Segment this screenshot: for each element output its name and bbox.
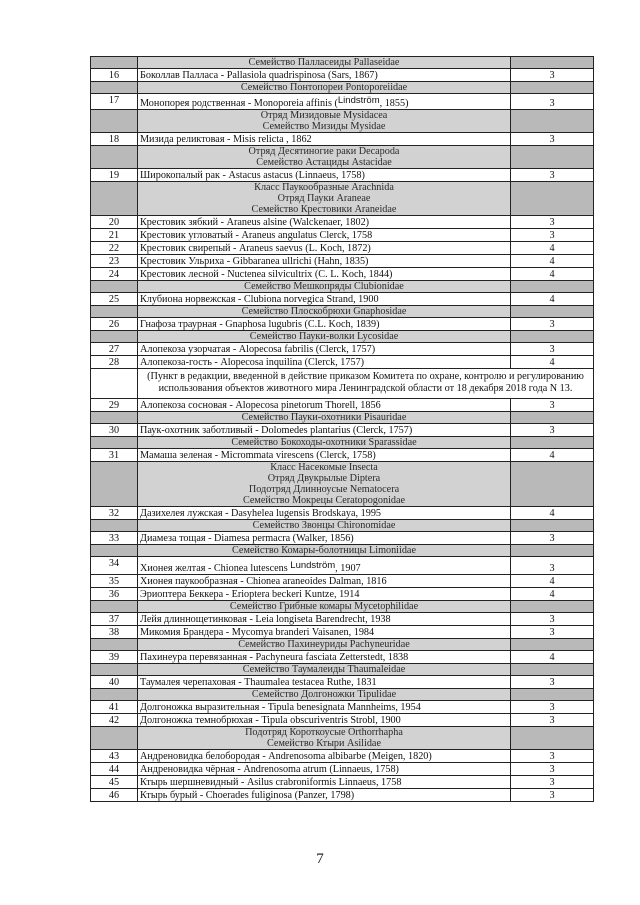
taxon-header-cell bbox=[138, 182, 511, 216]
taxon-header-cell bbox=[138, 146, 511, 169]
taxon-header-number-cell bbox=[91, 331, 138, 343]
species-number: 38 bbox=[91, 626, 138, 639]
taxon-header-number-cell bbox=[91, 182, 138, 216]
taxon-header-number-cell bbox=[91, 664, 138, 676]
species-name: Микомия Брандера - Mycomya branderi Vaisanen, 1984 bbox=[138, 626, 511, 639]
taxon-header-line: Семейство Крестовики Araneidae bbox=[251, 204, 397, 215]
species-row bbox=[91, 676, 594, 689]
taxon-header-line: Семейство Грибные комары Mycetophilidae bbox=[229, 601, 419, 612]
rarity-category: 4 bbox=[511, 651, 594, 664]
taxon-header-line: Семейство Звонцы Chironomidae bbox=[252, 520, 396, 531]
species-number: 46 bbox=[91, 789, 138, 802]
taxon-header-line: Класс Паукообразные Arachnida bbox=[254, 182, 394, 193]
taxon-header-number-cell bbox=[91, 689, 138, 701]
rarity-category: 3 bbox=[511, 714, 594, 727]
taxon-header-category-cell bbox=[511, 306, 594, 318]
species-number: 36 bbox=[91, 588, 138, 601]
taxon-header-number-cell bbox=[91, 437, 138, 449]
rarity-category: 4 bbox=[511, 507, 594, 520]
taxon-header-number-cell bbox=[91, 57, 138, 69]
species-row bbox=[91, 449, 594, 462]
taxon-header-number-cell bbox=[91, 82, 138, 94]
taxon-header-category-cell bbox=[511, 57, 594, 69]
species-year: , 1907 bbox=[335, 563, 361, 574]
species-number: 28 bbox=[91, 356, 138, 369]
species-number: 23 bbox=[91, 255, 138, 268]
rarity-category: 4 bbox=[511, 255, 594, 268]
taxon-header-row bbox=[91, 331, 594, 343]
species-name: Таумалея черепаховая - Thaumalea testacea Ruthe, 1831 bbox=[138, 676, 511, 689]
species-number: 31 bbox=[91, 449, 138, 462]
species-row bbox=[91, 763, 594, 776]
rarity-category: 3 bbox=[511, 701, 594, 714]
species-name: Долгоножка темнобрюхая - Tipula obscuriventris Strobl, 1900 bbox=[138, 714, 511, 727]
rarity-category: 3 bbox=[511, 69, 594, 82]
taxon-header-cell bbox=[138, 331, 511, 343]
taxon-header-cell bbox=[138, 57, 511, 69]
species-number: 40 bbox=[91, 676, 138, 689]
taxon-header-cell bbox=[138, 437, 511, 449]
species-row bbox=[91, 424, 594, 437]
rarity-category: 4 bbox=[511, 356, 594, 369]
rarity-category: 4 bbox=[511, 293, 594, 306]
taxon-header-line: Семейство Пауки-волки Lycosidae bbox=[249, 331, 399, 342]
taxon-header-cell bbox=[138, 306, 511, 318]
species-name: Хионея паукообразная - Chionea araneoides Dalman, 1816 bbox=[138, 575, 511, 588]
taxon-header-category-cell bbox=[511, 727, 594, 750]
species-row bbox=[91, 701, 594, 714]
rarity-category: 3 bbox=[511, 229, 594, 242]
species-row bbox=[91, 343, 594, 356]
species-author: Lundström bbox=[290, 560, 336, 571]
species-row bbox=[91, 356, 594, 369]
taxon-header-cell bbox=[138, 462, 511, 507]
rarity-category: 3 bbox=[511, 399, 594, 412]
taxon-header-line: Отряд Двукрылые Diptera bbox=[267, 473, 381, 484]
species-number: 20 bbox=[91, 216, 138, 229]
taxon-header-number-cell bbox=[91, 146, 138, 169]
species-row bbox=[91, 613, 594, 626]
taxon-header-cell bbox=[138, 520, 511, 532]
species-name: Крестовик Ульриха - Gibbaranea ullrichi (Hahn, 1835) bbox=[138, 255, 511, 268]
species-row bbox=[91, 750, 594, 763]
taxon-header-category-cell bbox=[511, 520, 594, 532]
species-number: 26 bbox=[91, 318, 138, 331]
amendment-note: (Пункт в редакции, введенной в действие приказом Комитета по охране, контролю и регулированию использования объектов животного мира Ленинградской области от 18 декабря 2018 года N 13. bbox=[138, 369, 594, 399]
species-name: Лейя длиннощетинковая - Leia longiseta Barendrecht, 1938 bbox=[138, 613, 511, 626]
taxon-header-row bbox=[91, 412, 594, 424]
species-number: 30 bbox=[91, 424, 138, 437]
species-name: Андреновидка чёрная - Andrenosoma atrum (Linnaeus, 1758) bbox=[138, 763, 511, 776]
species-row bbox=[91, 507, 594, 520]
species-number: 27 bbox=[91, 343, 138, 356]
species-name: Алопекоза сосновая - Alopecosa pinetorum Thorell, 1856 bbox=[138, 399, 511, 412]
taxon-header-number-cell bbox=[91, 520, 138, 532]
taxon-header-row bbox=[91, 689, 594, 701]
taxon-header-category-cell bbox=[511, 689, 594, 701]
species-name: Паук-охотник заботливый - Dolomedes plantarius (Clerck, 1757) bbox=[138, 424, 511, 437]
rarity-category: 3 bbox=[511, 133, 594, 146]
rarity-category: 3 bbox=[511, 750, 594, 763]
species-number: 21 bbox=[91, 229, 138, 242]
species-number: 17 bbox=[91, 94, 138, 110]
species-row bbox=[91, 242, 594, 255]
species-row bbox=[91, 532, 594, 545]
note-number-cell bbox=[91, 369, 138, 399]
amendment-note-row bbox=[91, 369, 594, 399]
taxon-header-number-cell bbox=[91, 110, 138, 133]
species-number: 18 bbox=[91, 133, 138, 146]
taxon-header-row bbox=[91, 639, 594, 651]
taxon-header-line: Подотряд Длинноусые Nematocera bbox=[248, 484, 400, 495]
taxon-header-row bbox=[91, 520, 594, 532]
species-row bbox=[91, 557, 594, 575]
taxon-header-number-cell bbox=[91, 281, 138, 293]
taxon-header-category-cell bbox=[511, 146, 594, 169]
species-number: 43 bbox=[91, 750, 138, 763]
taxon-header-cell bbox=[138, 601, 511, 613]
taxon-header-row bbox=[91, 545, 594, 557]
taxon-header-category-cell bbox=[511, 664, 594, 676]
taxon-header-cell bbox=[138, 281, 511, 293]
taxon-header-category-cell bbox=[511, 82, 594, 94]
taxon-header-line: Семейство Ктыри Asilidae bbox=[267, 738, 381, 749]
species-name: Эриоптера Беккера - Erioptera beckeri Kuntze, 1914 bbox=[138, 588, 511, 601]
species-number: 22 bbox=[91, 242, 138, 255]
taxon-header-category-cell bbox=[511, 110, 594, 133]
species-row bbox=[91, 588, 594, 601]
species-row bbox=[91, 216, 594, 229]
species-row bbox=[91, 714, 594, 727]
species-row bbox=[91, 651, 594, 664]
species-row bbox=[91, 169, 594, 182]
taxon-header-line: Семейство Долгоножки Tipulidae bbox=[251, 689, 397, 700]
rarity-category: 3 bbox=[511, 626, 594, 639]
rarity-category: 3 bbox=[511, 169, 594, 182]
species-name: Ктырь шершневидный - Asilus crabroniformis Linnaeus, 1758 bbox=[138, 776, 511, 789]
species-row bbox=[91, 293, 594, 306]
species-number: 42 bbox=[91, 714, 138, 727]
species-number: 34 bbox=[91, 557, 138, 575]
species-name: Мизида реликтовая - Misis relicta , 1862 bbox=[138, 133, 511, 146]
rarity-category: 3 bbox=[511, 789, 594, 802]
species-year: , 1855) bbox=[379, 98, 409, 109]
taxon-header-line: Семейство Плоскобрюхи Gnaphosidae bbox=[241, 306, 407, 317]
taxon-header-line: Семейство Астациды Astacidae bbox=[256, 157, 392, 168]
taxon-header-category-cell bbox=[511, 601, 594, 613]
species-number: 25 bbox=[91, 293, 138, 306]
rarity-category: 4 bbox=[511, 268, 594, 281]
rarity-category: 3 bbox=[511, 557, 594, 575]
species-name: Пахинеура перевязанная - Pachyneura fasciata Zetterstedt, 1838 bbox=[138, 651, 511, 664]
rarity-category: 4 bbox=[511, 449, 594, 462]
taxon-header-line: Подотряд Короткоусые Orthorrhapha bbox=[245, 727, 403, 738]
taxon-header-row bbox=[91, 437, 594, 449]
species-table bbox=[90, 56, 594, 802]
taxon-header-number-cell bbox=[91, 412, 138, 424]
taxon-header-line: Семейство Понтопореи Pontoporeiidae bbox=[240, 82, 408, 93]
taxon-header-line: Семейство Мешкопряды Clubionidae bbox=[244, 281, 404, 292]
species-number: 41 bbox=[91, 701, 138, 714]
rarity-category: 3 bbox=[511, 613, 594, 626]
species-table-body bbox=[91, 57, 594, 802]
species-number: 24 bbox=[91, 268, 138, 281]
taxon-header-number-cell bbox=[91, 545, 138, 557]
page-number: 7 bbox=[316, 851, 324, 867]
taxon-header-row bbox=[91, 601, 594, 613]
species-name bbox=[138, 557, 511, 575]
taxon-header-row bbox=[91, 281, 594, 293]
taxon-header-row bbox=[91, 82, 594, 94]
taxon-header-number-cell bbox=[91, 727, 138, 750]
taxon-header-category-cell bbox=[511, 281, 594, 293]
rarity-category: 4 bbox=[511, 575, 594, 588]
rarity-category: 3 bbox=[511, 94, 594, 110]
species-name-part: Хионея желтая - Chionea lutescens bbox=[140, 563, 291, 574]
species-row bbox=[91, 318, 594, 331]
taxon-header-cell bbox=[138, 639, 511, 651]
species-name: Алопекоза узорчатая - Alopecosa fabrilis (Clerck, 1757) bbox=[138, 343, 511, 356]
species-number: 29 bbox=[91, 399, 138, 412]
taxon-header-cell bbox=[138, 545, 511, 557]
taxon-header-row bbox=[91, 57, 594, 69]
species-number: 16 bbox=[91, 69, 138, 82]
species-name: Диамеза тощая - Diamesa permacra (Walker, 1856) bbox=[138, 532, 511, 545]
taxon-header-row bbox=[91, 727, 594, 750]
species-number: 33 bbox=[91, 532, 138, 545]
species-row bbox=[91, 133, 594, 146]
rarity-category: 3 bbox=[511, 424, 594, 437]
taxon-header-number-cell bbox=[91, 462, 138, 507]
species-name: Крестовик угловатый - Araneus angulatus Clerck, 1758 bbox=[138, 229, 511, 242]
species-name: Алопекоза-гость - Alopecosa inquilina (Clerck, 1757) bbox=[138, 356, 511, 369]
taxon-header-category-cell bbox=[511, 331, 594, 343]
species-name: Андреновидка белобородая - Andrenosoma albibarbe (Meigen, 1820) bbox=[138, 750, 511, 763]
species-name: Долгоножка выразительная - Tipula benesignata Mannheims, 1954 bbox=[138, 701, 511, 714]
taxon-header-category-cell bbox=[511, 182, 594, 216]
rarity-category: 3 bbox=[511, 216, 594, 229]
taxon-header-category-cell bbox=[511, 437, 594, 449]
species-name: Широкопалый рак - Astacus astacus (Linnaeus, 1758) bbox=[138, 169, 511, 182]
species-number: 35 bbox=[91, 575, 138, 588]
taxon-header-line: Отряд Десятиногие раки Decapoda bbox=[248, 146, 400, 157]
rarity-category: 3 bbox=[511, 343, 594, 356]
species-name: Боколлав Палласа - Pallasiola quadrispinosa (Sars, 1867) bbox=[138, 69, 511, 82]
species-row bbox=[91, 69, 594, 82]
taxon-header-line: Семейство Бокоходы-охотники Sparassidae bbox=[231, 437, 417, 448]
species-name: Крестовик лесной - Nuctenea silvicultrix (C. L. Koch, 1844) bbox=[138, 268, 511, 281]
species-row bbox=[91, 399, 594, 412]
taxon-header-row bbox=[91, 182, 594, 216]
species-row bbox=[91, 229, 594, 242]
rarity-category: 3 bbox=[511, 532, 594, 545]
taxon-header-line: Семейство Пахинеуриды Pachyneuridae bbox=[238, 639, 410, 650]
taxon-header-cell bbox=[138, 689, 511, 701]
species-name: Крестовик свирепый - Araneus saevus (L. Koch, 1872) bbox=[138, 242, 511, 255]
taxon-header-category-cell bbox=[511, 639, 594, 651]
taxon-header-line: Семейство Мокрецы Ceratopogonidae bbox=[242, 495, 406, 506]
taxon-header-cell bbox=[138, 412, 511, 424]
species-author: Lindström bbox=[337, 95, 380, 106]
species-row bbox=[91, 268, 594, 281]
species-number: 44 bbox=[91, 763, 138, 776]
species-name: Дазихелея лужская - Dasyhelea lugensis Brodskaya, 1995 bbox=[138, 507, 511, 520]
species-number: 32 bbox=[91, 507, 138, 520]
species-number: 45 bbox=[91, 776, 138, 789]
taxon-header-cell bbox=[138, 664, 511, 676]
taxon-header-line: Семейство Мизиды Mysidae bbox=[262, 121, 386, 132]
taxon-header-row bbox=[91, 110, 594, 133]
taxon-header-line: Семейство Пауки-охотники Pisauridae bbox=[241, 412, 407, 423]
rarity-category: 4 bbox=[511, 242, 594, 255]
species-name: Мамаша зеленая - Micrommata virescens (Clerck, 1758) bbox=[138, 449, 511, 462]
species-number: 39 bbox=[91, 651, 138, 664]
taxon-header-number-cell bbox=[91, 639, 138, 651]
species-name: Клубиона норвежская - Clubiona norvegica Strand, 1900 bbox=[138, 293, 511, 306]
rarity-category: 3 bbox=[511, 776, 594, 789]
taxon-header-line: Отряд Мизидовые Mysidacea bbox=[260, 110, 388, 121]
rarity-category: 3 bbox=[511, 318, 594, 331]
taxon-header-cell bbox=[138, 82, 511, 94]
species-name: Ктырь бурый - Choerades fuliginosa (Panzer, 1798) bbox=[138, 789, 511, 802]
taxon-header-category-cell bbox=[511, 545, 594, 557]
taxon-header-line: Семейство Таумалеиды Thaumaleidae bbox=[242, 664, 406, 675]
rarity-category: 3 bbox=[511, 676, 594, 689]
taxon-header-line: Семейство Комары-болотницы Limoniidae bbox=[232, 545, 416, 556]
taxon-header-line: Семейство Палласеиды Pallaseidae bbox=[248, 57, 400, 68]
species-row bbox=[91, 789, 594, 802]
species-number: 37 bbox=[91, 613, 138, 626]
species-row bbox=[91, 575, 594, 588]
species-name: Крестовик зябкий - Araneus alsine (Walckenaer, 1802) bbox=[138, 216, 511, 229]
species-name: Гнафоза траурная - Gnaphosa lugubris (C.L. Koch, 1839) bbox=[138, 318, 511, 331]
species-row bbox=[91, 255, 594, 268]
species-name bbox=[138, 94, 511, 110]
species-row bbox=[91, 626, 594, 639]
species-number: 19 bbox=[91, 169, 138, 182]
taxon-header-cell bbox=[138, 727, 511, 750]
taxon-header-number-cell bbox=[91, 306, 138, 318]
taxon-header-cell bbox=[138, 110, 511, 133]
taxon-header-line: Класс Насекомые Insecta bbox=[270, 462, 378, 473]
taxon-header-row bbox=[91, 664, 594, 676]
rarity-category: 3 bbox=[511, 763, 594, 776]
taxon-header-line: Отряд Пауки Araneae bbox=[277, 193, 371, 204]
species-row bbox=[91, 776, 594, 789]
rarity-category: 4 bbox=[511, 588, 594, 601]
taxon-header-row bbox=[91, 306, 594, 318]
species-name-part: Монопорея родственная - Monoporeia affinis ( bbox=[140, 98, 338, 109]
taxon-header-row bbox=[91, 462, 594, 507]
species-row bbox=[91, 94, 594, 110]
taxon-header-number-cell bbox=[91, 601, 138, 613]
taxon-header-row bbox=[91, 146, 594, 169]
taxon-header-category-cell bbox=[511, 412, 594, 424]
taxon-header-category-cell bbox=[511, 462, 594, 507]
